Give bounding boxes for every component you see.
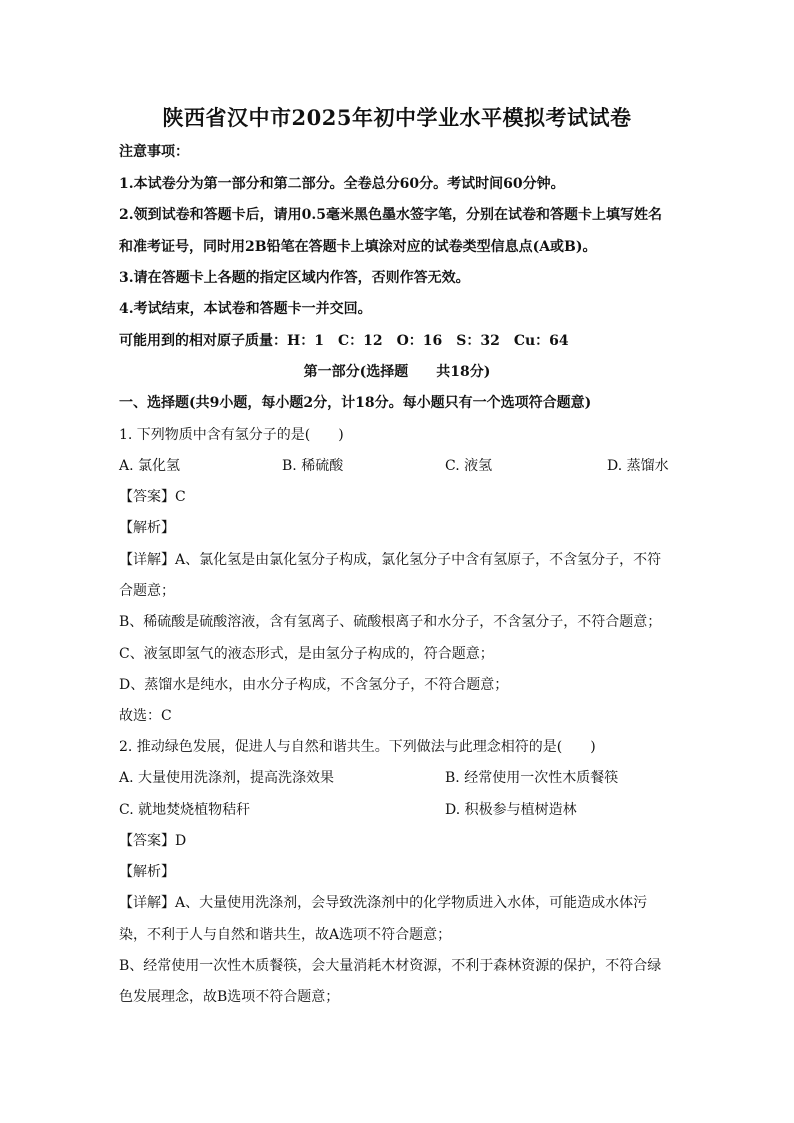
atomic-mass-line: 可能用到的相对原子质量：H：1 C：12 O：16 S：32 Cu：64: [119, 333, 569, 349]
part1-heading: 第一部分(选择题 共18分): [303, 364, 491, 380]
q1-option-c: C. 液氢: [445, 458, 493, 474]
q2-analysis: 【解析】: [119, 864, 175, 880]
notice-item-3: 3.请在答题卡上各题的指定区域内作答，否则作答无效。: [119, 270, 470, 286]
q1-detail-4: C、液氢即氢气的液态形式，是由氢分子构成的，符合题意；: [119, 646, 494, 662]
q2-detail-2: 染，不利于人与自然和谐共生，故A选项不符合题意；: [119, 927, 452, 943]
q1-option-d: D. 蒸馏水: [607, 458, 669, 474]
q2-option-c: C. 就地焚烧植物秸秆: [119, 802, 251, 818]
q1-detail-5: D、蒸馏水是纯水，由水分子构成，不含氢分子，不符合题意；: [119, 677, 509, 693]
notice-item-2: 2.领到试卷和答题卡后，请用0.5毫米黑色墨水签字笔，分别在试卷和答题卡上填写姓名: [119, 207, 662, 223]
q2-option-b: B. 经常使用一次性木质餐筷: [445, 770, 619, 786]
q2-option-d: D. 积极参与植树造林: [445, 802, 577, 818]
q1-answer: 【答案】C: [119, 489, 186, 505]
q2-stem: 2. 推动绿色发展，促进人与自然和谐共生。下列做法与此理念相符的是( ): [119, 739, 596, 755]
section1-heading: 一、选择题(共9小题，每小题2分，计18分。每小题只有一个选项符合题意): [119, 395, 592, 411]
page-title: 陕西省汉中市2025年初中学业水平模拟考试试卷: [162, 105, 632, 130]
q1-detail-1: 【详解】A、氯化氢是由氯化氢分子构成，氯化氢分子中含有氢原子，不含氢分子，不符: [119, 552, 662, 568]
notice-item-1: 1.本试卷分为第一部分和第二部分。全卷总分60分。考试时间60分钟。: [119, 176, 565, 192]
notice-item-4: 4.考试结束，本试卷和答题卡一并交回。: [119, 301, 372, 317]
q2-detail-1: 【详解】A、大量使用洗涤剂，会导致洗涤剂中的化学物质进入水体，可能造成水体污: [119, 895, 648, 911]
q1-option-a: A. 氯化氢: [119, 458, 181, 474]
q1-stem: 1. 下列物质中含有氢分子的是( ): [119, 427, 344, 443]
q2-detail-4: 色发展理念，故B选项不符合题意；: [119, 989, 340, 1005]
q2-answer: 【答案】D: [119, 833, 187, 849]
q1-detail-3: B、稀硫酸是硫酸溶液，含有氢离子、硫酸根离子和水分子，不含氢分子，不符合题意；: [119, 614, 662, 630]
notice-item-2-cont: 和准考证号，同时用2B铅笔在答题卡上填涂对应的试卷类型信息点(A或B)。: [119, 239, 597, 255]
q1-conclusion: 故选：C: [119, 708, 172, 724]
q1-analysis: 【解析】: [119, 520, 175, 536]
q2-option-a: A. 大量使用洗涤剂，提高洗涤效果: [119, 770, 335, 786]
q1-detail-2: 合题意；: [119, 583, 175, 599]
q2-detail-3: B、经常使用一次性木质餐筷，会大量消耗木材资源，不利于森林资源的保护，不符合绿: [119, 958, 662, 974]
notice-heading: 注意事项：: [119, 144, 189, 160]
q1-option-b: B. 稀硫酸: [282, 458, 344, 474]
